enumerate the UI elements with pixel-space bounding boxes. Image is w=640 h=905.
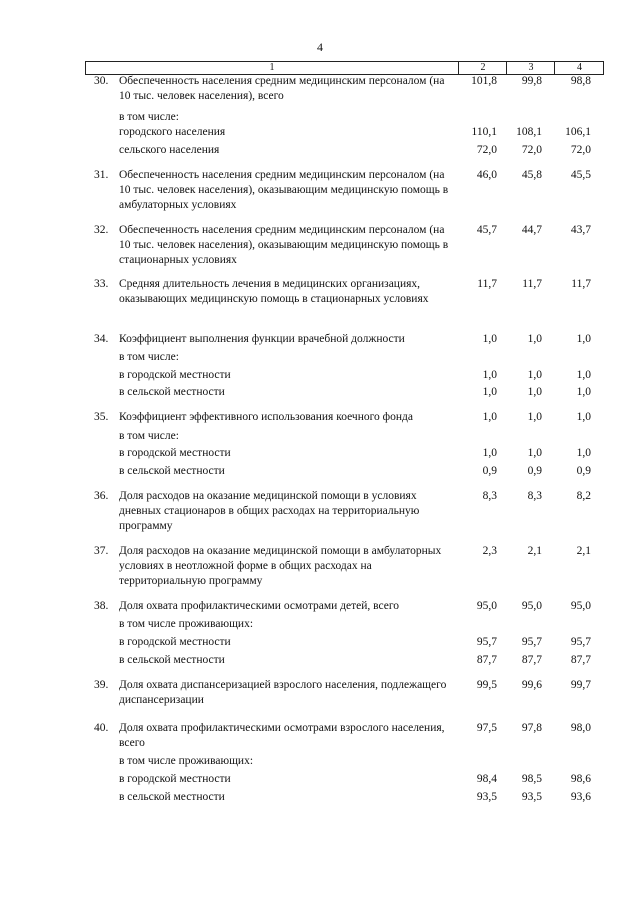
- value-col-3: 108,1: [516, 126, 542, 138]
- value-col-2: 1,0: [482, 369, 497, 381]
- row-text: в сельской местности: [119, 465, 225, 477]
- header-col-2: 2: [458, 62, 507, 74]
- value-col-2: 0,9: [482, 465, 497, 477]
- value-col-3: 99,6: [521, 679, 542, 691]
- value-col-2: 95,0: [476, 600, 497, 612]
- value-col-3: 1,0: [527, 411, 542, 423]
- value-col-4: 1,0: [576, 369, 591, 381]
- value-col-2: 2,3: [482, 545, 497, 557]
- value-col-4: 2,1: [576, 545, 591, 557]
- row-text: в городской местности: [119, 447, 231, 459]
- value-col-3: 72,0: [521, 144, 542, 156]
- value-col-4: 0,9: [576, 465, 591, 477]
- row-number: 36.: [94, 490, 109, 502]
- row-number: 38.: [94, 600, 109, 612]
- row-text: городского населения: [119, 126, 226, 138]
- value-col-4: 95,0: [570, 600, 591, 612]
- value-col-2: 101,8: [471, 75, 497, 87]
- value-col-4: 1,0: [576, 333, 591, 345]
- value-col-3: 44,7: [521, 224, 542, 236]
- value-col-4: 87,7: [570, 654, 591, 666]
- value-col-2: 95,7: [476, 636, 497, 648]
- row-text: Обеспеченность населения средним медицинским персоналом (на 10 тыс. человек населения), оказывающим медицинскую помощь в амбулаторных условиях: [119, 169, 449, 211]
- row-text: в сельской местности: [119, 791, 225, 803]
- value-col-4: 1,0: [576, 386, 591, 398]
- value-col-3: 1,0: [527, 447, 542, 459]
- row-text: Доля охвата профилактическими осмотрами детей, всего: [119, 600, 400, 612]
- row-text: в сельской местности: [119, 654, 225, 666]
- row-number: 40.: [94, 722, 109, 734]
- row-text: Средняя длительность лечения в медицинских организациях, оказывающих медицинскую помощь в стационарных условиях: [119, 278, 429, 305]
- value-col-2: 110,1: [471, 126, 497, 138]
- value-col-2: 87,7: [476, 654, 497, 666]
- row-text: в городской местности: [119, 773, 231, 785]
- value-col-4: 11,7: [571, 278, 591, 290]
- value-col-2: 1,0: [482, 386, 497, 398]
- value-col-3: 99,8: [521, 75, 542, 87]
- value-col-3: 95,7: [521, 636, 542, 648]
- value-col-2: 93,5: [476, 791, 497, 803]
- value-col-3: 0,9: [527, 465, 542, 477]
- row-number: 30.: [94, 75, 109, 87]
- header-col-3: 3: [506, 62, 555, 74]
- row-text: Коэффициент эффективного использования коечного фонда: [119, 411, 413, 423]
- value-col-4: 1,0: [576, 447, 591, 459]
- page-number: 4: [317, 40, 323, 54]
- value-col-3: 1,0: [527, 333, 542, 345]
- value-col-3: 98,5: [521, 773, 542, 785]
- value-col-3: 87,7: [521, 654, 542, 666]
- row-text: в городской местности: [119, 636, 231, 648]
- value-col-3: 11,7: [522, 278, 542, 290]
- value-col-2: 46,0: [476, 169, 497, 181]
- row-text: Доля расходов на оказание медицинской помощи в амбулаторных условиях в неотложной форме в общих расходах на территориальную программу: [119, 545, 442, 587]
- value-col-4: 1,0: [576, 411, 591, 423]
- row-number: 37.: [94, 545, 109, 557]
- row-text: в том числе:: [119, 430, 179, 442]
- row-text: в сельской местности: [119, 386, 225, 398]
- value-col-2: 97,5: [476, 722, 497, 734]
- row-text: Доля охвата профилактическими осмотрами взрослого населения, всего: [119, 722, 445, 749]
- table-header: [85, 61, 604, 75]
- value-col-4: 93,6: [570, 791, 591, 803]
- row-text: в том числе проживающих:: [119, 618, 254, 630]
- row-number: 34.: [94, 333, 109, 345]
- row-text: Обеспеченность населения средним медицинским персоналом (на 10 тыс. человек населения), оказывающим медицинскую помощь в стационарных условиях: [119, 224, 449, 266]
- value-col-4: 72,0: [570, 144, 591, 156]
- row-text: в том числе:: [119, 351, 179, 363]
- row-number: 39.: [94, 679, 109, 691]
- value-col-4: 43,7: [570, 224, 591, 236]
- value-col-2: 1,0: [482, 447, 497, 459]
- value-col-2: 72,0: [476, 144, 497, 156]
- value-col-3: 1,0: [527, 369, 542, 381]
- row-number: 33.: [94, 278, 109, 290]
- value-col-3: 1,0: [527, 386, 542, 398]
- value-col-2: 11,7: [477, 278, 497, 290]
- value-col-4: 8,2: [576, 490, 591, 502]
- row-text: Доля охвата диспансеризацией взрослого населения, подлежащего диспансеризации: [119, 679, 447, 706]
- value-col-3: 93,5: [521, 791, 542, 803]
- row-text: в городской местности: [119, 369, 231, 381]
- value-col-4: 99,7: [570, 679, 591, 691]
- value-col-3: 95,0: [521, 600, 542, 612]
- value-col-4: 98,8: [570, 75, 591, 87]
- header-col-4: 4: [554, 62, 604, 74]
- row-text: в том числе проживающих:: [119, 755, 254, 767]
- row-text: сельского населения: [119, 144, 220, 156]
- value-col-3: 97,8: [521, 722, 542, 734]
- value-col-4: 45,5: [570, 169, 591, 181]
- header-col-1: 1: [269, 62, 275, 73]
- value-col-4: 95,7: [570, 636, 591, 648]
- value-col-3: 8,3: [527, 490, 542, 502]
- value-col-4: 98,0: [570, 722, 591, 734]
- value-col-2: 99,5: [476, 679, 497, 691]
- value-col-2: 8,3: [482, 490, 497, 502]
- value-col-2: 1,0: [482, 333, 497, 345]
- row-number: 35.: [94, 411, 109, 423]
- value-col-4: 98,6: [570, 773, 591, 785]
- row-number: 31.: [94, 169, 109, 181]
- value-col-4: 106,1: [565, 126, 591, 138]
- row-text: Коэффициент выполнения функции врачебной должности: [119, 333, 405, 345]
- value-col-3: 2,1: [527, 545, 542, 557]
- row-text: в том числе:: [119, 111, 179, 123]
- value-col-3: 45,8: [521, 169, 542, 181]
- value-col-2: 45,7: [476, 224, 497, 236]
- value-col-2: 98,4: [476, 773, 497, 785]
- row-text: Доля расходов на оказание медицинской помощи в условиях дневных стационаров в общих расходах на территориальную программу: [119, 490, 420, 532]
- row-text: Обеспеченность населения средним медицинским персоналом (на 10 тыс. человек населения), всего: [119, 75, 445, 102]
- row-number: 32.: [94, 224, 109, 236]
- value-col-2: 1,0: [482, 411, 497, 423]
